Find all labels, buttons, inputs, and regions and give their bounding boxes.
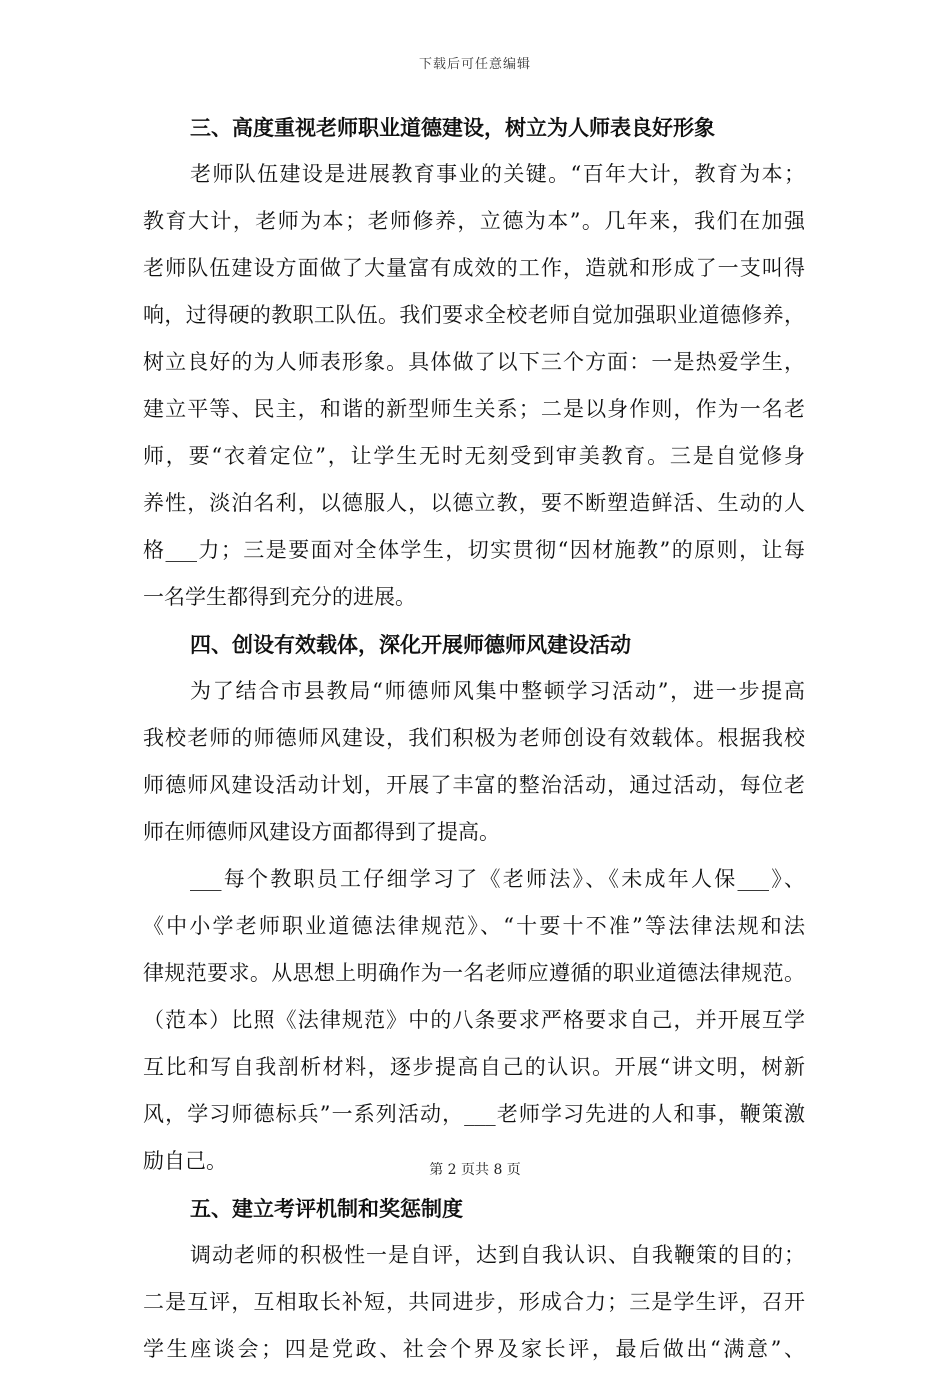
paragraph-line: 响，过得硬的教职工队伍。我们要求全校老师自觉加强职业道德修养， <box>143 303 805 327</box>
paragraph-line: ___每个教职员工仔细学习了《老师法》、《未成年人保___》、 <box>190 867 805 891</box>
paragraph-line: 调动老师的积极性一是自评，达到自我认识、自我鞭策的目的； <box>190 1243 805 1267</box>
paragraph-line: 树立良好的为人师表形象。具体做了以下三个方面：一是热爱学生， <box>143 350 805 374</box>
paragraph-line: 一名学生都得到充分的进展。 <box>143 585 416 609</box>
page-header: 下载后可任意编辑 <box>418 57 531 72</box>
paragraph-line: 师德师风建设活动计划，开展了丰富的整治活动，通过活动，每位老 <box>143 773 805 797</box>
paragraph-line: 律规范要求。从思想上明确作为一名老师应遵循的职业道德法律规范。 <box>143 961 805 985</box>
paragraph-line: 学生座谈会；四是党政、社会个界及家长评，最后做出“满意”、 <box>143 1337 805 1361</box>
paragraph-line: 老师队伍建设方面做了大量富有成效的工作，造就和形成了一支叫得 <box>143 256 805 280</box>
paragraph-line: 建立平等、民主，和谐的新型师生关系；二是以身作则，作为一名老 <box>143 397 805 421</box>
paragraph-line: 互比和写自我剖析材料，逐步提高自己的认识。开展“讲文明，树新 <box>143 1055 805 1079</box>
section-heading: 五、建立考评机制和奖惩制度 <box>190 1196 463 1221</box>
page-number: 第 2 页共 8 页 <box>429 1162 521 1178</box>
paragraph-line: 师，要“衣着定位”，让学生无时无刻受到审美教育。三是自觉修身 <box>143 444 805 468</box>
section-heading: 三、高度重视老师职业道德建设，树立为人师表良好形象 <box>190 115 715 140</box>
paragraph-line: 为了结合市县教局“师德师风集中整顿学习活动”，进一步提高 <box>190 679 805 703</box>
section-heading: 四、创设有效载体，深化开展师德师风建设活动 <box>190 632 631 657</box>
paragraph-line: 励自己。 <box>143 1149 227 1173</box>
paragraph-line: （范本）比照《法律规范》中的八条要求严格要求自己，并开展互学 <box>143 1008 805 1032</box>
paragraph-line: 养性，淡泊名利，以德服人，以德立教，要不断塑造鲜活、生动的人 <box>143 491 805 515</box>
paragraph-line: 我校老师的师德师风建设，我们积极为老师创设有效载体。根据我校 <box>143 726 805 750</box>
paragraph-line: 二是互评，互相取长补短，共同进步，形成合力；三是学生评，召开 <box>143 1290 805 1314</box>
paragraph-line: 风，学习师德标兵”一系列活动，___老师学习先进的人和事，鞭策激 <box>143 1102 805 1126</box>
paragraph-line: 教育大计，老师为本；老师修养，立德为本”。几年来，我们在加强 <box>143 209 805 233</box>
paragraph-line: 《中小学老师职业道德法律规范》、“十要十不准”等法律法规和法 <box>143 914 805 938</box>
paragraph-line: 老师队伍建设是进展教育事业的关键。“百年大计，教育为本； <box>190 162 805 186</box>
paragraph-line: 格___力；三是要面对全体学生，切实贯彻“因材施教”的原则，让每 <box>143 538 805 562</box>
paragraph-line: 师在师德师风建设方面都得到了提高。 <box>143 820 500 844</box>
document-body <box>143 104 805 1373</box>
